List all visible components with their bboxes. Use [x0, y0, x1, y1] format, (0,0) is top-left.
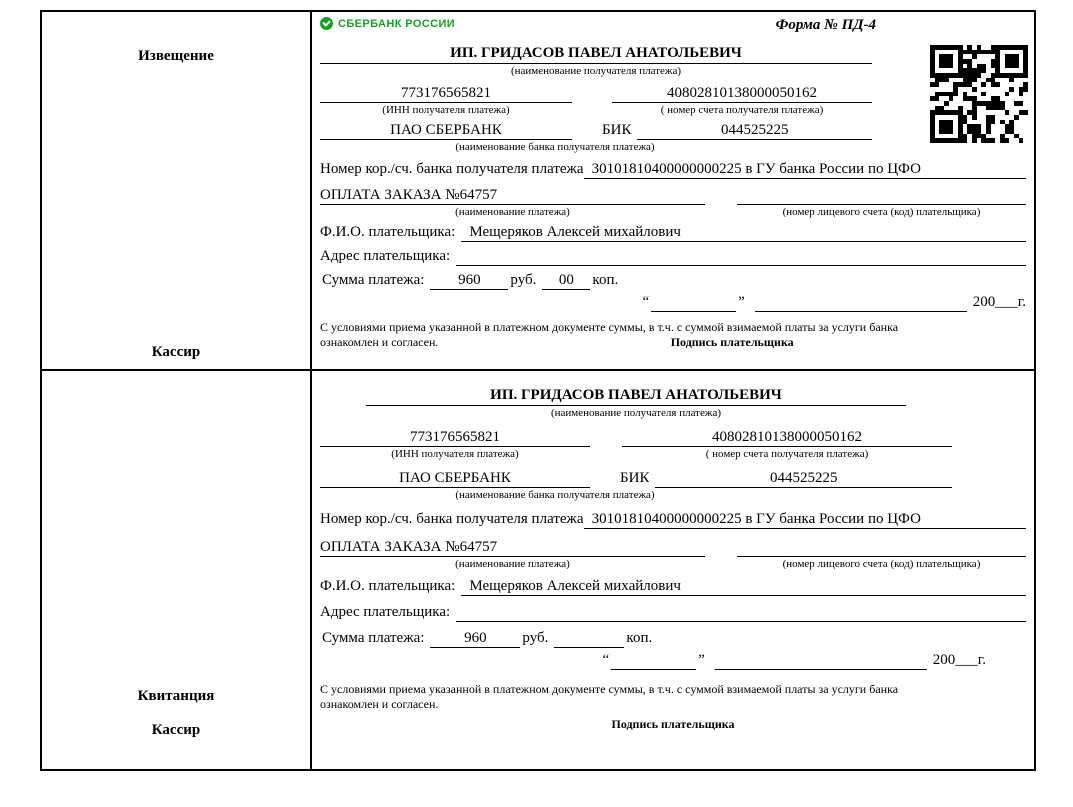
bank-bik-row — [320, 120, 872, 140]
bik-label: БИК — [602, 122, 632, 138]
year-text: 200___г. — [972, 294, 1026, 310]
receipt-left-column — [42, 371, 312, 769]
amount-label: Сумма платежа: — [322, 272, 425, 288]
terms-line1: С условиями приема указанной в платежном документе суммы, в т.ч. с суммой взимаемой платы за услуги банка — [320, 682, 899, 696]
inn-account-row — [320, 83, 872, 103]
payer-name-label: Ф.И.О. плательщика: — [320, 578, 456, 594]
personal-account-label: (номер лицевого счета (код) плательщика) — [782, 558, 981, 570]
bank-bik-row — [320, 468, 952, 488]
receipt-form-area — [312, 371, 1034, 769]
cashier-label: Кассир — [151, 722, 201, 738]
quote-close: ” — [738, 294, 745, 310]
date-month-blank — [715, 650, 927, 670]
terms-line2: ознакомлен и согласен. — [320, 697, 439, 711]
account-label: ( номер счета получателя платежа) — [660, 104, 824, 116]
year-text: 200___г. — [932, 652, 986, 668]
payer-address-label: Адрес плательщика: — [320, 248, 451, 264]
account-label: ( номер счета получателя платежа) — [705, 448, 869, 460]
quote-close: ” — [698, 652, 705, 668]
payment-purpose-value: ОПЛАТА ЗАКАЗА №64757 — [320, 537, 705, 557]
terms-block — [320, 320, 1026, 350]
payer-address-row — [320, 602, 1026, 622]
payer-name-label: Ф.И.О. плательщика: — [320, 224, 456, 240]
payment-purpose-value: ОПЛАТА ЗАКАЗА №64757 — [320, 185, 705, 205]
personal-account-blank — [737, 185, 1026, 205]
inn-account-labels — [320, 447, 952, 462]
payer-address-row — [320, 246, 1026, 266]
receipt-label: Квитанция — [137, 688, 215, 704]
payment-name-label: (наименование платежа) — [455, 206, 570, 218]
amount-row — [320, 628, 1026, 648]
inn-label: (ИНН получателя платежа) — [382, 104, 510, 116]
purpose-row — [320, 185, 1026, 205]
inn-value: 773176565821 — [320, 83, 572, 103]
bank-name-label: (наименование банка получателя платежа) — [455, 141, 655, 153]
notice-label: Извещение — [138, 48, 214, 64]
korr-value: 30101810400000000225 в ГУ банка России по ЦФО — [584, 509, 1026, 529]
bik-value: 044525225 — [655, 468, 952, 488]
amount-kop-value — [554, 628, 624, 648]
receipt-upper-block — [320, 385, 952, 503]
sberbank-logo-text: СБЕРБАНК РОССИИ — [338, 17, 456, 30]
purpose-labels-row — [320, 557, 1026, 572]
date-day-blank — [611, 650, 696, 670]
inn-account-labels — [320, 103, 872, 118]
inn-account-row — [320, 427, 952, 447]
amount-label: Сумма платежа: — [322, 630, 425, 646]
sberbank-logo-icon — [320, 17, 333, 30]
qr-code — [930, 45, 1028, 143]
notice-form-area — [312, 12, 1034, 369]
notice-upper-block — [320, 43, 872, 155]
personal-account-blank — [737, 537, 1026, 557]
cashier-label: Кассир — [151, 344, 201, 360]
quote-open: “ — [602, 652, 610, 668]
korr-label: Номер кор./сч. банка получателя платежа — [320, 161, 584, 177]
bank-name-value: ПАО СБЕРБАНК — [320, 120, 572, 140]
payment-name-label: (наименование платежа) — [455, 558, 570, 570]
purpose-row — [320, 537, 1026, 557]
bank-name-value: ПАО СБЕРБАНК — [320, 468, 590, 488]
amount-kop-value: 00 — [542, 270, 590, 290]
signature-label: Подпись плательщика — [670, 335, 794, 349]
account-value: 40802810138000050162 — [612, 83, 872, 103]
payer-name-value: Мещеряков Алексей михайлович — [461, 222, 1026, 242]
recipient-name-label: (наименование получателя платежа) — [510, 65, 682, 77]
payer-name-row — [320, 576, 1026, 596]
date-row — [320, 292, 1026, 312]
payer-address-value — [456, 246, 1026, 266]
amount-row — [320, 270, 1026, 290]
amount-rub-value: 960 — [430, 628, 520, 648]
bik-label: БИК — [620, 470, 650, 486]
inn-label: (ИНН получателя платежа) — [391, 448, 519, 460]
inn-value: 773176565821 — [320, 427, 590, 447]
notice-header — [320, 17, 1026, 43]
signature-label: Подпись плательщика — [611, 717, 735, 731]
date-month-blank — [755, 292, 967, 312]
rub-label: руб. — [522, 630, 549, 646]
recipient-name: ИП. ГРИДАСОВ ПАВЕЛ АНАТОЛЬЕВИЧ — [366, 385, 906, 406]
sberbank-logo — [320, 17, 455, 30]
terms-line2: ознакомлен и согласен. — [320, 335, 439, 349]
kop-label: коп. — [592, 272, 619, 288]
bik-value: 044525225 — [637, 120, 872, 140]
date-row — [320, 650, 1026, 670]
recipient-name: ИП. ГРИДАСОВ ПАВЕЛ АНАТОЛЬЕВИЧ — [320, 43, 872, 64]
purpose-labels-row — [320, 205, 1026, 220]
slip-receipt — [40, 369, 1036, 771]
recipient-name-label: (наименование получателя платежа) — [550, 407, 722, 419]
payer-name-value: Мещеряков Алексей михайлович — [461, 576, 1026, 596]
account-value: 40802810138000050162 — [622, 427, 952, 447]
quote-open: “ — [642, 294, 650, 310]
payer-name-row — [320, 222, 1026, 242]
payer-address-label: Адрес плательщика: — [320, 604, 451, 620]
terms-block — [320, 682, 1026, 732]
terms-line1: С условиями приема указанной в платежном документе суммы, в т.ч. с суммой взимаемой платы за услуги банка — [320, 320, 899, 334]
korr-value: 30101810400000000225 в ГУ банка России по ЦФО — [584, 159, 1026, 179]
form-title: Форма № ПД-4 — [775, 17, 876, 33]
rub-label: руб. — [510, 272, 537, 288]
terms-line2-row — [320, 335, 1026, 350]
personal-account-label: (номер лицевого счета (код) плательщика) — [782, 206, 981, 218]
korr-row — [320, 159, 1026, 179]
korr-label: Номер кор./сч. банка получателя платежа — [320, 511, 584, 527]
payer-address-value — [456, 602, 1026, 622]
amount-rub-value: 960 — [430, 270, 508, 290]
notice-left-column — [42, 12, 312, 369]
date-day-blank — [651, 292, 736, 312]
korr-row — [320, 509, 1026, 529]
bank-name-label: (наименование банка получателя платежа) — [455, 489, 655, 501]
slip-notice — [40, 10, 1036, 371]
kop-label: коп. — [626, 630, 653, 646]
